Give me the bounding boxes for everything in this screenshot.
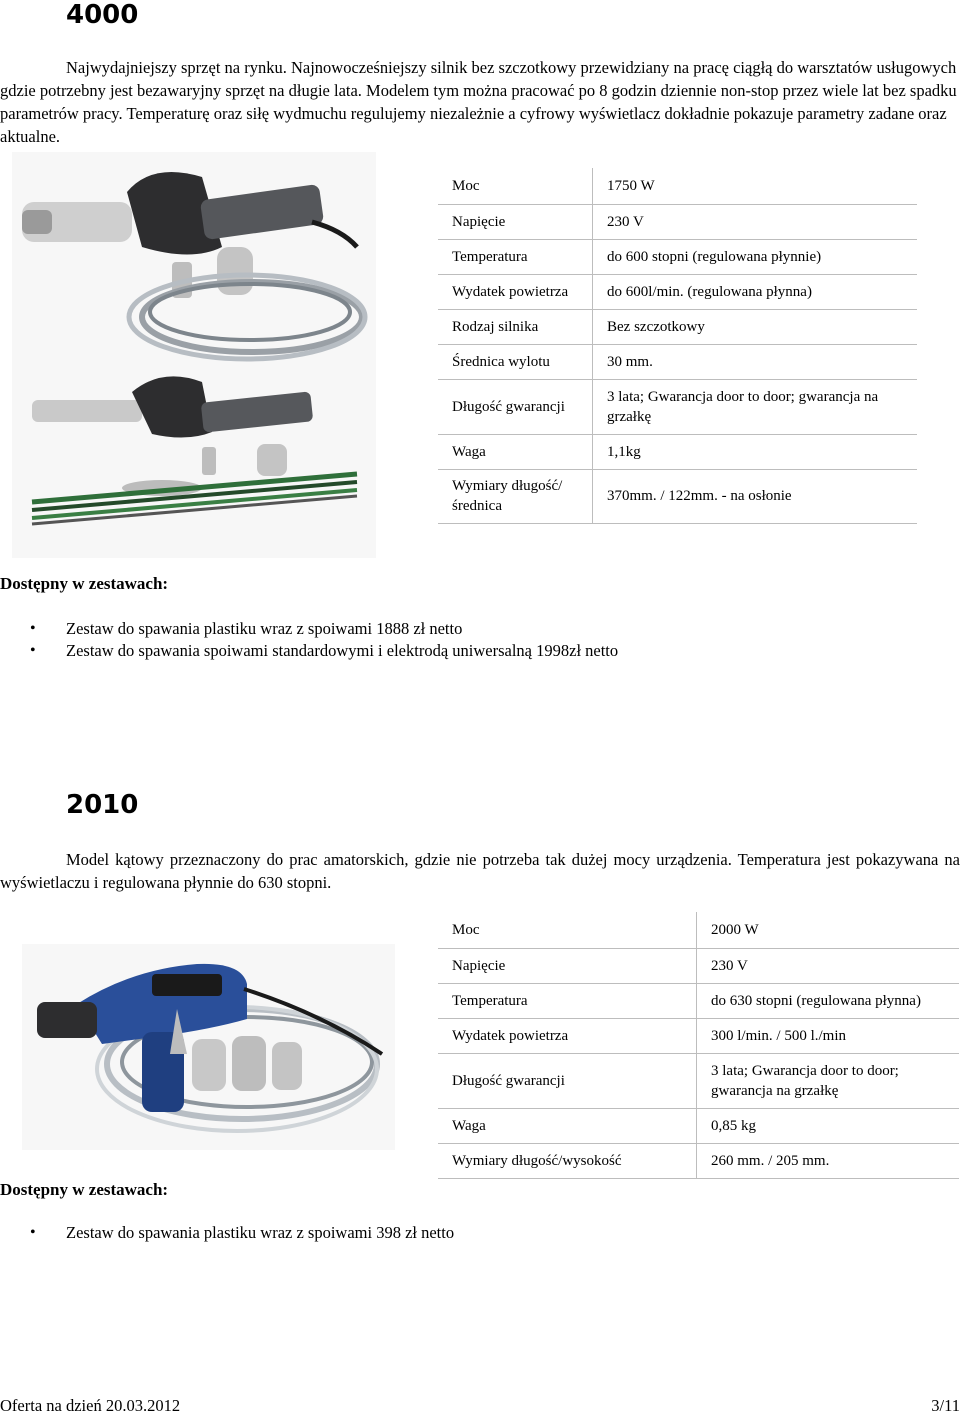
product-description: Najwydajniejszy sprzęt na rynku. Najnowocześniejszy silnik bez szczotkowy przewidziany na pracę ciągłą do warsztatów usługowych gdzie potrzebny jest bezawaryjny sprzęt na długie lata. Modelem tym można pracować po 8 godzin dziennie non-stop przez wiele lat bez spadku parametrów pracy. Temperaturę oraz siłę wydmuchu regulujemy niezależnie a cyfrowy wyświetlacz dokładnie pokazuje parametry zadane oraz aktualne. — [0, 58, 957, 146]
bullet-icon: • — [30, 1224, 36, 1241]
spec-value: do 630 stopni (regulowana płynna) — [697, 983, 960, 1018]
spec-value: Bez szczotkowy — [593, 309, 918, 344]
spec-label: Napięcie — [438, 204, 593, 239]
spec-label: Rodzaj silnika — [438, 309, 593, 344]
sets-list — [0, 1222, 960, 1244]
product-description: Model kątowy przeznaczony do prac amatorskich, gdzie nie potrzeba tak dużej mocy urządzenia. Temperatura jest pokazywana na wyświetlaczu i regulowana płynnie do 630 stopni. — [0, 850, 960, 892]
spec-label: Napięcie — [438, 948, 697, 983]
bullet-icon: • — [30, 620, 36, 637]
spec-label: Wymiary długość/średnica — [438, 469, 593, 523]
set-offer: Zestaw do spawania plastiku wraz z spoiwami 398 zł netto — [66, 1223, 455, 1242]
product-title-2010: 2010 — [66, 790, 139, 820]
hot-air-gun-illustration — [12, 152, 376, 558]
spec-label: Wydatek powietrza — [438, 274, 593, 309]
list-item — [0, 618, 960, 640]
spec-value: 230 V — [697, 948, 960, 983]
set-offer: Zestaw do spawania spoiwami standardowymi i elektrodą uniwersalną 1998zł netto — [66, 641, 619, 660]
list-item — [0, 640, 960, 662]
spec-label: Średnica wylotu — [438, 344, 593, 379]
available-sets-heading: Dostępny w zestawach: — [0, 574, 169, 593]
spec-label: Długość gwarancji — [438, 1053, 697, 1108]
spec-value: do 600 stopni (regulowana płynnie) — [593, 239, 918, 274]
product-photo-hot-air-gun-2010 — [22, 944, 395, 1150]
spec-value: 370mm. / 122mm. - na osłonie — [593, 469, 918, 523]
set-offer: Zestaw do spawania plastiku wraz z spoiwami 1888 zł netto — [66, 619, 463, 638]
spec-label: Waga — [438, 1108, 697, 1143]
spec-value: 3 lata; Gwarancja door to door; gwarancja na grzałkę — [593, 379, 918, 434]
bullet-icon: • — [30, 642, 36, 659]
footer-offer-date: Oferta na dzień 20.03.2012 — [0, 1396, 181, 1415]
spec-label: Wymiary długość/wysokość — [438, 1143, 697, 1178]
spec-value: 230 V — [593, 204, 918, 239]
product-photo-hot-air-gun-4000 — [12, 152, 376, 558]
spec-label: Waga — [438, 434, 593, 469]
spec-value: 300 l/min. / 500 l./min — [697, 1018, 960, 1053]
spec-value: do 600l/min. (regulowana płynna) — [593, 274, 918, 309]
list-item — [0, 1222, 960, 1244]
sets-list — [0, 618, 960, 662]
spec-value: 2000 W — [697, 912, 960, 948]
spec-label: Długość gwarancji — [438, 379, 593, 434]
spec-label: Temperatura — [438, 983, 697, 1018]
spec-value: 1,1kg — [593, 434, 918, 469]
spec-value: 30 mm. — [593, 344, 918, 379]
product-title-4000: 4000 — [66, 0, 139, 30]
footer-page-number: 3/11 — [931, 1396, 960, 1415]
spec-value: 0,85 kg — [697, 1108, 960, 1143]
spec-table-4000 — [438, 168, 917, 524]
spec-value: 260 mm. / 205 mm. — [697, 1143, 960, 1178]
spec-value: 1750 W — [593, 168, 918, 204]
available-sets-heading: Dostępny w zestawach: — [0, 1180, 169, 1199]
spec-label: Wydatek powietrza — [438, 1018, 697, 1053]
spec-label: Moc — [438, 168, 593, 204]
spec-table-2010 — [438, 912, 959, 1179]
spec-label: Temperatura — [438, 239, 593, 274]
spec-label: Moc — [438, 912, 697, 948]
spec-value: 3 lata; Gwarancja door to door; gwarancja na grzałkę — [697, 1053, 960, 1108]
hot-air-gun-illustration — [22, 944, 395, 1150]
